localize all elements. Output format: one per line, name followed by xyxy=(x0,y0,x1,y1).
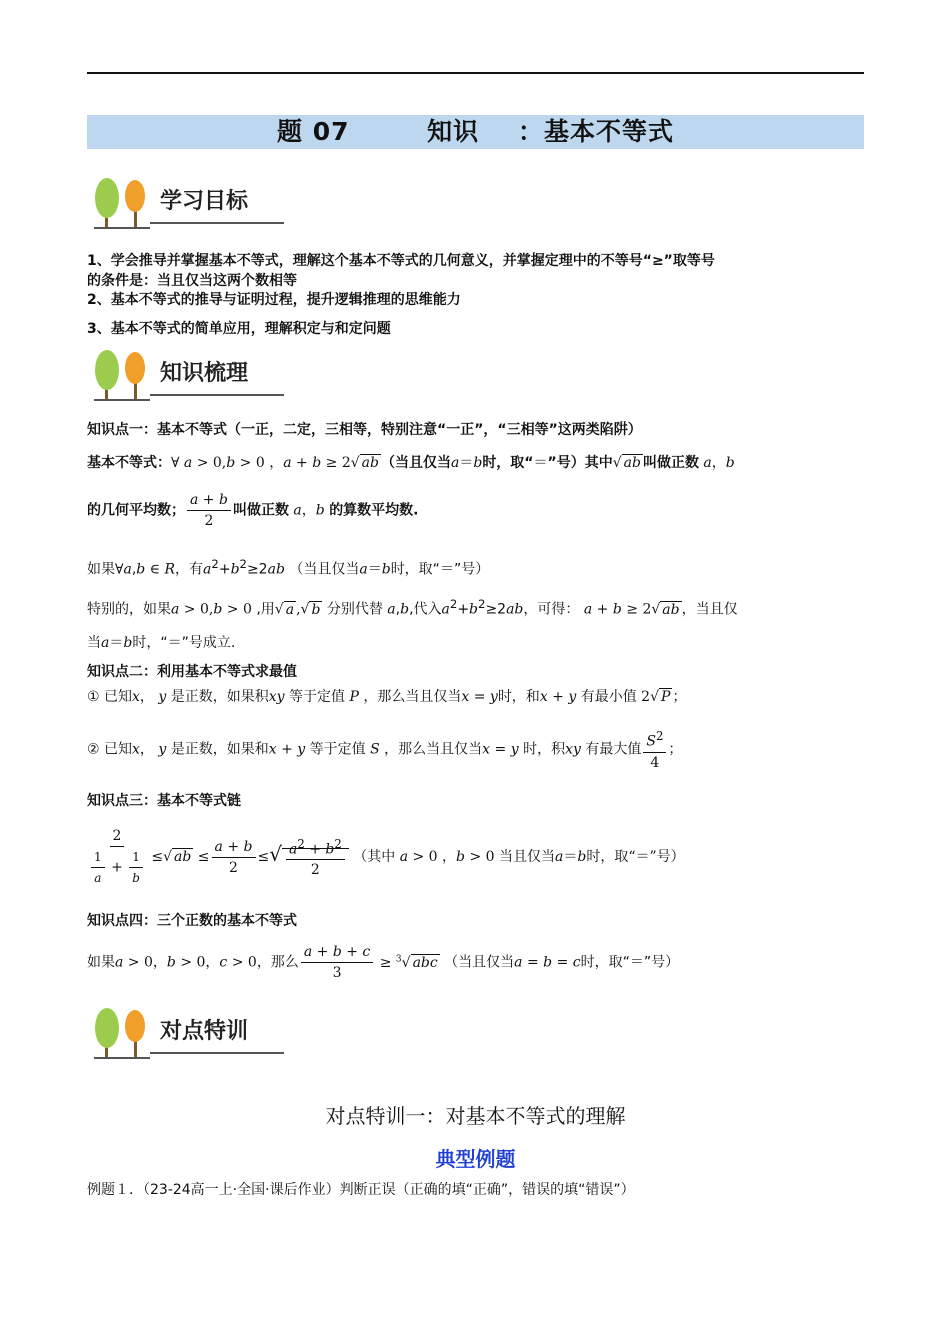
examples-heading: 典型例题 xyxy=(435,1147,516,1171)
section-training-title: 对点特训 xyxy=(160,1019,249,1044)
k1-line3: 如果∀a,b ∈ R，有$a^2+b^2\ge 2ab$ （当且仅当a＝b时，取“＝”号） xyxy=(87,557,490,578)
tree-icon xyxy=(92,346,152,404)
top-rule xyxy=(87,72,864,74)
k4-line: 如果a > 0，b > 0，c > 0，那么 $\frac{a + b + c}{3}$ ≥ $^3$√ abc （当且仅当a = b = c时，取“＝”号） xyxy=(87,944,680,981)
k1-heading: 知识点一：基本不等式（一正，二定，三相等，特别注意“一正”，“三相等”这两类陷阱） xyxy=(87,422,642,438)
k2-line1: ① 已知x， y 是正数，如果积xy 等于定值 P ，那么当且仅当x = y时，和x + y 有最小值 2√ P ； xyxy=(87,689,687,705)
k1-line1: 基本不等式：∀ a > 0,b > 0 ，a + b ≥ 2√ ab （当且仅当a＝b时，取“＝”号）其中√ ab 叫做正数 a，b xyxy=(87,455,735,471)
example-1: 例题１．（23-24高一上·全国·课后作业）判断正误（正确的填“正确”，错误的填“错误”） xyxy=(87,1182,635,1198)
section-training-banner xyxy=(92,1004,292,1062)
training-subtitle: 对点特训一：对基本不等式的理解 xyxy=(325,1104,626,1128)
goal-3: 3、基本不等式的简单应用，理解积定与和定问题 xyxy=(87,321,391,337)
k2-line2: ② 已知x， y 是正数，如果和x + y 等于定值 S ，那么当且仅当x = y 时，积xy 有最大值 $\frac{S^2}{4}$ ； xyxy=(87,726,682,773)
section-knowledge-title: 知识梳理 xyxy=(160,361,249,386)
k3-chain: 2 $\frac{1}{a}$ + $\frac{1}{b}$ ≤√ ab ≤ $\frac{a + b}{2}$ ≤√ $\frac{a^2 + b^2}{2}$ （其中 a > 0 ，b > 0 当且仅当a＝b时，取“＝”号） xyxy=(87,826,685,888)
goal-1: 1、学会推导并掌握基本不等式，理解这个基本不等式的几何意义，并掌握定理中的不等号“≥”取等号 xyxy=(87,253,715,269)
k4-heading: 知识点四：三个正数的基本不等式 xyxy=(87,913,297,929)
tree-icon xyxy=(92,1004,152,1062)
section-goals-banner xyxy=(92,174,292,232)
section-underline xyxy=(150,222,284,224)
k1-line5: 当a＝b时，“＝”号成立. xyxy=(87,635,236,651)
tree-icon xyxy=(92,174,152,232)
section-underline xyxy=(150,394,284,396)
section-knowledge-banner xyxy=(92,346,292,404)
k3-heading: 知识点三：基本不等式链 xyxy=(87,793,241,809)
section-underline xyxy=(150,1052,284,1054)
page-title: 题 07 知识 ：基本不等式 xyxy=(277,117,674,146)
goal-2: 2、基本不等式的推导与证明过程，提升逻辑推理的思维能力 xyxy=(87,292,461,308)
k2-heading: 知识点二：利用基本不等式求最值 xyxy=(87,664,297,680)
section-goals-title: 学习目标 xyxy=(160,189,249,214)
k1-line2: 的几何平均数； $\frac{a + b}{2}$ 叫做正数 a，b 的算数平均数. xyxy=(87,492,419,529)
k1-line4: 特别的，如果a > 0,b > 0 ,用√ a ,√ b 分别代替 a,b,代入$a^2+b^2\ge 2ab$，可得： a + b ≥ 2√ ab ，当且仅 xyxy=(87,597,738,618)
goal-1-cont: 的条件是：当且仅当这两个数相等 xyxy=(87,273,297,289)
